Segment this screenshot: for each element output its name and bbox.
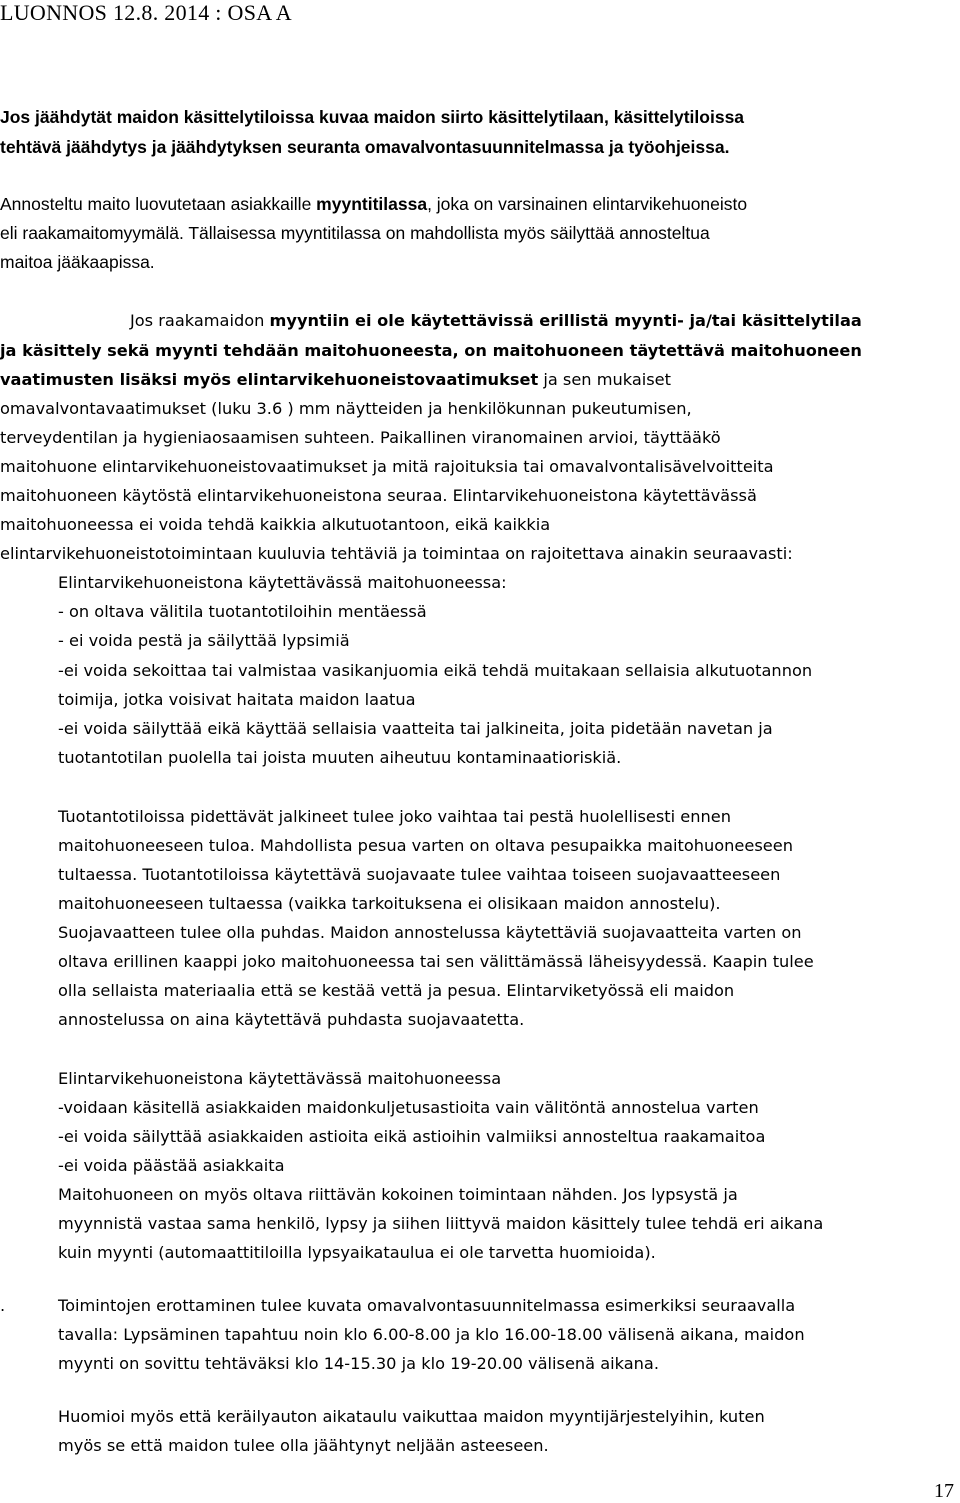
- para4-line: maitohuoneeseen tuloa. Mahdollista pesua varten on oltava pesupaikka maitohuoneeseen: [58, 836, 793, 855]
- para5-line: -ei voida päästää asiakkaita: [58, 1156, 285, 1175]
- para4-line: Suojavaatteen tulee olla puhdas. Maidon annostelussa käytettäviä suojavaatteita varten on: [58, 923, 802, 942]
- page-number: 17: [934, 1480, 954, 1502]
- para3-line-8: maitohuoneessa ei voida tehdä kaikkia alkutuotantoon, eikä kaikkia: [0, 515, 551, 534]
- para3-line-1: [130, 310, 862, 332]
- list1-item: -ei voida säilyttää eikä käyttää sellaisia vaatteita tai jalkineita, joita pidetään navetan ja: [58, 719, 773, 738]
- para3-line-5: terveydentilan ja hygieniaosaamisen suhteen. Paikallinen viranomainen arvioi, täyttääkö: [0, 428, 721, 447]
- para4-line: tultaessa. Tuotantotiloissa käytettävä suojavaate tulee vaihtaa toiseen suojavaatteeseen: [58, 865, 781, 884]
- para3-line-7: maitohuoneen käytöstä elintarvikehuoneistona seuraa. Elintarvikehuoneistona käytettävässä: [0, 486, 757, 505]
- para6-line: Toimintojen erottaminen tulee kuvata omavalvontasuunnitelmassa esimerkiksi seuraavalla: [58, 1296, 796, 1315]
- list1-item: tuotantotilan puolella tai joista muuten aiheutuu kontaminaatioriskiä.: [58, 748, 622, 767]
- para1-line-1: Jos jäähdytät maidon käsittelytiloissa kuvaa maidon siirto käsittelytilaan, käsittelytiloissa: [0, 107, 745, 127]
- para4-line: olla sellaista materiaalia että se kestää vettä ja pesua. Elintarviketyössä eli maidon: [58, 981, 735, 1000]
- para2-line-1: [0, 193, 747, 215]
- draft-header: LUONNOS 12.8. 2014 : OSA A: [0, 0, 292, 25]
- list1-item: toimija, jotka voisivat haitata maidon laatua: [58, 690, 416, 709]
- para3-emphasis: vaatimusten lisäksi myös elintarvikehuoneistovaatimukset: [0, 370, 539, 389]
- para2-text: , joka on varsinainen elintarvikehuoneisto: [427, 194, 748, 214]
- list1-item: -ei voida sekoittaa tai valmistaa vasikanjuomia eikä tehdä muitakaan sellaisia alkutuotannon: [58, 661, 813, 680]
- para5-line: Maitohuoneen on myös oltava riittävän kokoinen toimintaan nähden. Jos lypsystä ja: [58, 1185, 738, 1204]
- para2-line-3: maitoa jääkaapissa.: [0, 252, 155, 272]
- list1-item: Elintarvikehuoneistona käytettävässä maitohuoneessa:: [58, 573, 507, 592]
- para6-line: tavalla: Lypsäminen tapahtuu noin klo 6.00-8.00 ja klo 16.00-18.00 välisenä aikana, maidon: [58, 1325, 805, 1344]
- para6-bullet: .: [0, 1296, 6, 1315]
- para3-text: ja sen mukaiset: [538, 370, 671, 389]
- para3-line-3: [0, 369, 671, 391]
- para5-line: -ei voida säilyttää asiakkaiden astioita eikä astioihin valmiiksi annosteltua raakamaitoa: [58, 1127, 766, 1146]
- para5-line: myynnistä vastaa sama henkilö, lypsy ja siihen liittyvä maidon käsittely tulee tehdä eri aikana: [58, 1214, 824, 1233]
- para5-line: -voidaan käsitellä asiakkaiden maidonkuljetusastioita vain välitöntä annostelua varten: [58, 1098, 759, 1117]
- para4-line: maitohuoneeseen tultaessa (vaikka tarkoituksena ei olisikaan maidon annostelu).: [58, 894, 721, 913]
- para7-line: Huomioi myös että keräilyauton aikataulu vaikuttaa maidon myyntijärjestelyihin, kuten: [58, 1407, 765, 1426]
- para6-line: myynti on sovittu tehtäväksi klo 14-15.30 ja klo 19-20.00 välisenä aikana.: [58, 1354, 660, 1373]
- para5-line: kuin myynti (automaattitiloilla lypsyaikataulua ei ole tarvetta huomioida).: [58, 1243, 656, 1262]
- para2-text: Annosteltu maito luovutetaan asiakkaille: [0, 194, 317, 214]
- list1-item: - ei voida pestä ja säilyttää lypsimiä: [58, 631, 350, 650]
- para7-line: myös se että maidon tulee olla jäähtynyt neljään asteeseen.: [58, 1436, 549, 1455]
- para3-line-2: ja käsittely sekä myynti tehdään maitohuoneesta, on maitohuoneen täytettävä maitohuoneen: [0, 341, 862, 360]
- para4-line: annostelussa on aina käytettävä puhdasta suojavaatetta.: [58, 1010, 525, 1029]
- para5-line: Elintarvikehuoneistona käytettävässä maitohuoneessa: [58, 1069, 502, 1088]
- para3-line-9: elintarvikehuoneistotoimintaan kuuluvia tehtäviä ja toimintaa on rajoitettava ainakin seuraavasti:: [0, 544, 793, 563]
- para2-emphasis: myyntitilassa: [316, 194, 428, 214]
- para3-text: Jos raakamaidon: [130, 311, 270, 330]
- para3-emphasis: myyntiin ei ole käytettävissä erillistä myynti- ja/tai käsittelytilaa: [269, 311, 862, 330]
- para1-line-2: tehtävä jäähdytys ja jäähdytyksen seuranta omavalvontasuunnitelmassa ja työohjeissa.: [0, 137, 730, 157]
- para3-line-4: omavalvontavaatimukset (luku 3.6 ) mm näytteiden ja henkilökunnan pukeutumisen,: [0, 399, 692, 418]
- para4-line: oltava erillinen kaappi joko maitohuoneessa tai sen välittämässä läheisyydessä. Kaapin tulee: [58, 952, 814, 971]
- list1-item: - on oltava välitila tuotantotiloihin mentäessä: [58, 602, 427, 621]
- para2-line-2: eli raakamaitomyymälä. Tällaisessa myyntitilassa on mahdollista myös säilyttää annosteltua: [0, 223, 710, 243]
- para4-line: Tuotantotiloissa pidettävät jalkineet tulee joko vaihtaa tai pestä huolellisesti ennen: [58, 807, 731, 826]
- para3-line-6: maitohuone elintarvikehuoneistovaatimukset ja mitä rajoituksia tai omavalvontalisävelvoitteita: [0, 457, 774, 476]
